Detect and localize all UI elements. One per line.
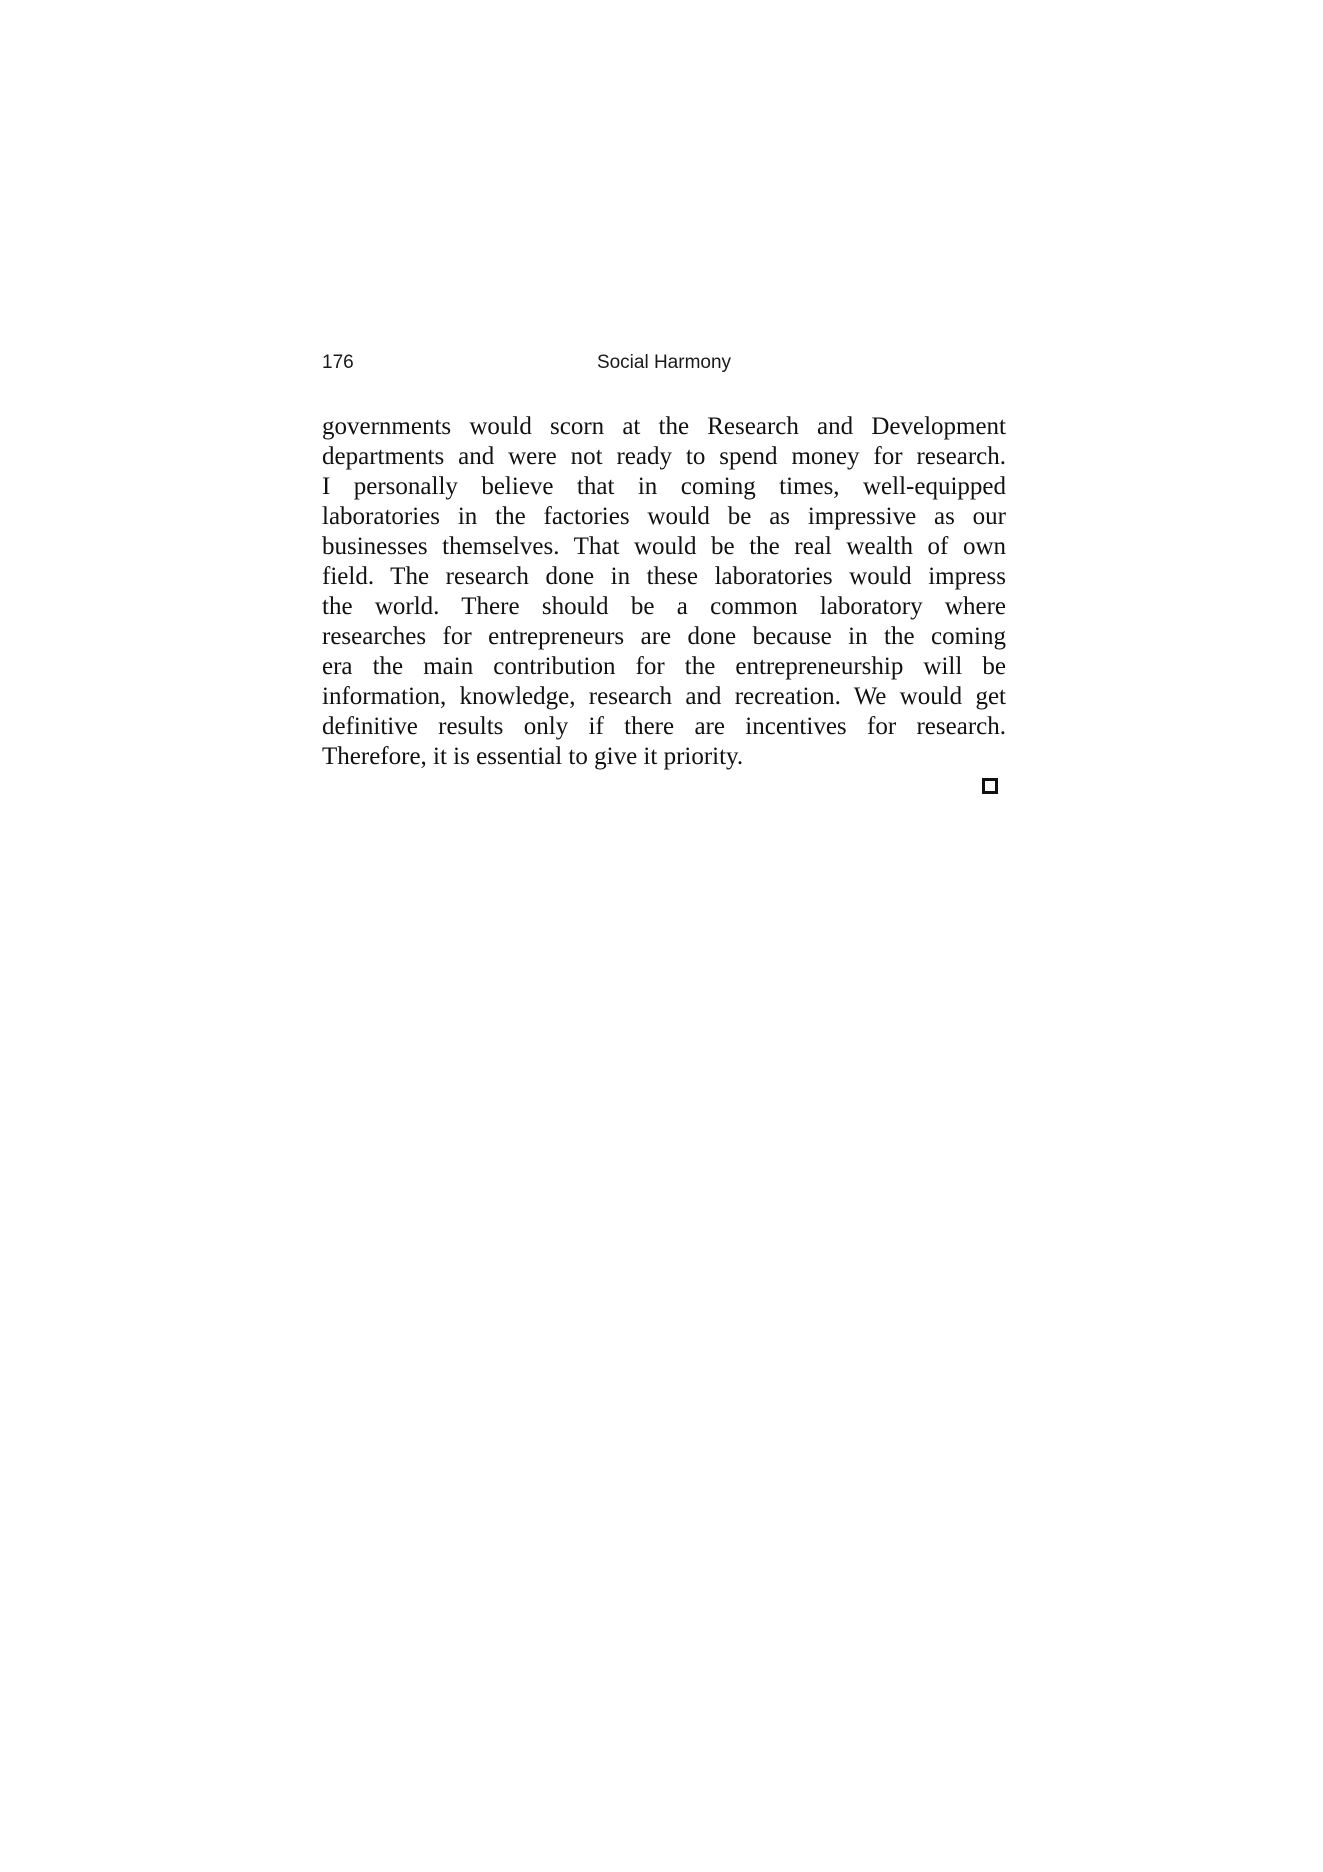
text-line: businesses themselves. That would be the real wealth of own: [322, 533, 1006, 560]
body-paragraph: [322, 412, 1006, 772]
text-line: governments would scorn at the Research and Development: [322, 413, 1006, 440]
page-number: 176: [322, 352, 354, 373]
text-line: information, knowledge, research and recreation. We would get: [322, 683, 1006, 710]
text-line: era the main contribution for the entrepreneurship will be: [322, 653, 1006, 680]
hollow-square-icon: [982, 778, 998, 794]
text-line: field. The research done in these laboratories would impress: [322, 563, 1006, 590]
text-line: definitive results only if there are incentives for research.: [322, 713, 1006, 740]
running-header: [322, 352, 1006, 380]
text-line: the world. There should be a common laboratory where: [322, 593, 1006, 620]
text-line: researches for entrepreneurs are done because in the coming: [322, 623, 1006, 650]
text-line: departments and were not ready to spend money for research.: [322, 443, 1006, 470]
text-line: laboratories in the factories would be as impressive as our: [322, 503, 1006, 530]
text-line: Therefore, it is essential to give it priority.: [322, 743, 744, 770]
text-line: I personally believe that in coming times, well-equipped: [322, 473, 1006, 500]
running-title: Social Harmony: [596, 352, 732, 373]
